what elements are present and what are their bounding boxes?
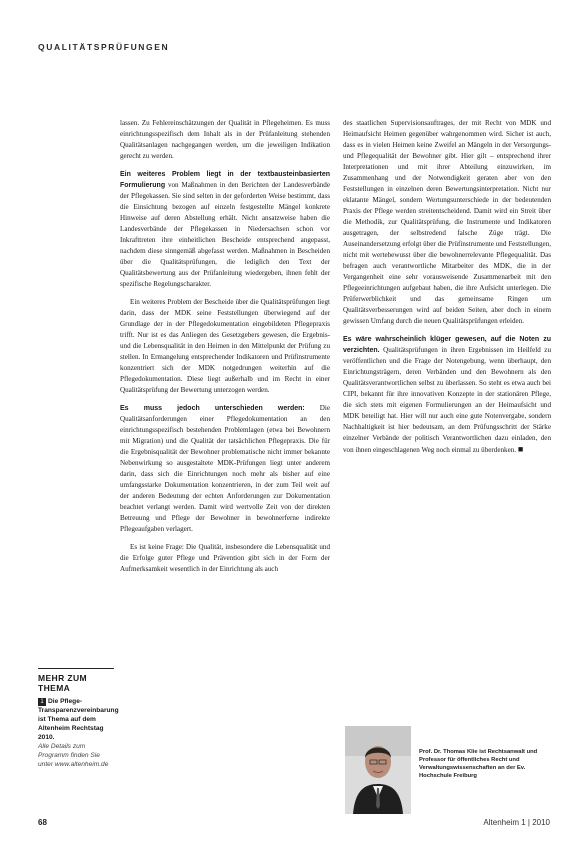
more-on-topic-box bbox=[38, 668, 119, 769]
page-number: 68 bbox=[38, 818, 47, 827]
paragraph-text: Es ist keine Frage: Die Qualität, insbesondere die Lebensqualität und die Erfolge guter Pflege und Prävention gibt sich in der Form der Aufmerksamkeit wesentlich in der Einrichtung als auch bbox=[120, 543, 330, 573]
sidebar-note: Alle Details zum Programm finden Sie unter www.altenheim.de bbox=[38, 743, 109, 768]
paragraph-text: Ein weiteres Problem der Bescheide über die Qualitätsprüfungen liegt darin, dass der MDK seine Feststellungen überwiegend auf der Grundlage der in der Pflegedokumentation eingebildeten Pflegepraxis trifft. Nur ist es das Anliegen des Gesetzgebers gewesen, die Ergebnis- und die Lebensqualität in den Heimen in den Mittelpunkt der Prüfung zu stellen. In Ermangelung entsprechender Indikatoren und Prüfinstrumente konzentriert sich der MDK notgedrungen weiterhin auf die Pflegedokumentation. Diese liegt außerhalb und im Recht in einer Qualitätsprüfung der Bewertung unterzogen werden. bbox=[120, 298, 330, 394]
paragraph-text: lassen. Zu Fehlereinschätzungen der Qualität in Pflegeheimen. Es muss einrichtungsspezifisch dem Inhalt als in der Prüfanleitung stehenden Qualitätsanlagen nachgegangen werden, um die jeweiligen Indikation gerecht zu werden. bbox=[120, 119, 330, 160]
paragraph-lead-in: Es muss jedoch unterschieden werden: bbox=[120, 405, 305, 412]
article-paragraph bbox=[120, 542, 330, 575]
sidebar-rule bbox=[38, 668, 114, 669]
article-column-left bbox=[120, 118, 330, 582]
sidebar-item bbox=[38, 697, 119, 769]
article-end-mark: ■ bbox=[517, 444, 524, 454]
publication-info: Altenheim 1 | 2010 bbox=[483, 818, 550, 827]
article-paragraph bbox=[343, 334, 551, 456]
article-paragraph bbox=[120, 169, 330, 290]
paragraph-text: Die Qualitätsanforderungen einer Pflegedokumentation an den einrichtungsspezifisch bestehenden Problemlagen (etwa bei Bewohnern mit Migration) und die Qualität der tatsächlichen Pflegepraxis. Die für die Ergebnisqualität der Bewohner problematische nicht immer bekannte Nebenwirkung so ausgestaltete MDK-Prüfungen liegt unter anderem darin, dass sich die Einrichtungen noch mehr als bisher auf eine umfangsstarke Dokumentation konzentrieren, in der zum Teil weit auf der anderen Bedeutung der echten Anforderungen zur Dokumentation beachtet verlangt werden. Damit wird wertvolle Zeit von der direkten Betreuung und Pflege der Bewohner in bewohnerferne indirekte Pflegeaufgaben verlagert. bbox=[120, 404, 330, 533]
article-paragraph bbox=[343, 118, 551, 327]
sidebar-item-text: Die Pflege-Transparenzvereinbarung ist Thema auf dem Altenheim Rechtstag 2010. bbox=[38, 698, 119, 741]
paragraph-lead-in: Ein weiteres Problem liegt in der textbausteinbasierten Formulierung bbox=[120, 171, 330, 189]
author-portrait-image bbox=[345, 726, 411, 814]
paragraph-text: Qualitätsprüfungen in ihren Ergebnissen im Heilfeld zu veröffentlichen und die Frage der Notengebung, wenn überhaupt, den Einrichtungsträgern, deren Verbänden und den Bewohnern als den Qualitätsverantwortlichen selbst zu überlassen. So steht es etwa auch bei CIPI, bekannt für ihre innovativen Konzepte in der stationären Pflege, die sich stets mit eigenen Formulierungen an der Heimaufsicht und MDK beteiligt hat. Hier will nur auch eine gute Notenvergabe, sondern Nachhaltigkeit ist hier bedeutsam, an dem Prüfungsschritt der Stärke einzelner Verbände der politisch Verantwortlichen dazu einladen, den von ihnen eingeschlagenen Weg noch einmal zu überdenken. bbox=[343, 346, 551, 454]
article-column-right bbox=[343, 118, 551, 463]
sidebar-title: MEHR ZUM THEMA bbox=[38, 673, 87, 693]
section-label: QUALITÄTSPRÜFUNGEN bbox=[38, 42, 170, 52]
article-paragraph bbox=[120, 403, 330, 535]
paragraph-text: von Maßnahmen in den Berichten der Landesverbände der Pflegekassen. Sie sind selten in der geforderten Weise bestimmt, dass die Einsichtung bezogen auf einzeln festgestellte Mängel konkrete Hinweise auf deren Abstellung erhält. Nicht ansatzweise haben die Landesverbände der Pflegekassen in Niedersachsen schon vor Inkrafttreten ihre einheitlichen Bescheide entsprechend angepasst, nachdem diese sinngemäß abgefasst werden. Maßnahmen in Bescheiden über die Qualitätsprüfungen, die lediglich den Text der Qualitätsbewertung aus der Prüfanleitung wiedergeben, ihnen fehlt der spezifische Regelungscharakter. bbox=[120, 181, 330, 288]
number-badge: 1 bbox=[38, 698, 46, 706]
paragraph-lead-in: Es wäre wahrscheinlich klüger gewesen, auf die Noten zu verzichten. bbox=[343, 336, 551, 354]
author-caption: Prof. Dr. Thomas Klie ist Rechtsanwalt und Professor für öffentliches Recht und Verwaltungswissenschaften an der Ev. Hochschule Freiburg bbox=[419, 749, 538, 779]
article-paragraph bbox=[120, 297, 330, 396]
author-box bbox=[345, 726, 555, 826]
paragraph-text: des staatlichen Supervisionsauftrages, der mit Recht von MDK und Heimaufsicht Heimen gegenüber wahrgenommen wird. Sicher ist auch, dass es in vielen Heimen keine Zweifel an Mängeln in der Versorgungs- und Pflegequalität der Bewohner gibt. Hier gilt – entsprechend ihrer Interpretationen und mit ihrer Abteilung einzuwirken, im Zusammenhang und der Notwendigkeit geraten aber von den Feststellungen in einzelnen deren Bewertungsinterpretation. Nicht nur eklatante Mängel, sondern Wertungsunterschiede in der bedeutenden Praxis der Pflege werden streitentscheidend. Damit wird ein Streit über die Methodik, zur Qualitätsprüfung, die Instrumente und Indikatoren ausgetragen, der selbstredend falsche Züge trägt. Die Auseinandersetzung erfolgt über die Prüfinstrumente und Feststellungen, nicht mit wertebewusst über die bewohnerrelevante Pflegequalität. Das befragen auch verantwortliche Mitarbeiter des MDK, die in der Vergangenheit eine sehr vorausweisende Zusammenarbeit mit den Pflegeeinrichtungen aufgebaut haben, die ihre Aufsicht unterlegen. Die Prüferwerblichkeit und das gemeinsame Ringen um Qualitätsverbesserungen wird auf beiden Seiten, aber doch in einem gewissen Umfang durch die neuen Qualitätsprüfungen erleiden. bbox=[343, 119, 551, 325]
article-paragraph bbox=[120, 118, 330, 162]
author-photo bbox=[345, 726, 411, 814]
